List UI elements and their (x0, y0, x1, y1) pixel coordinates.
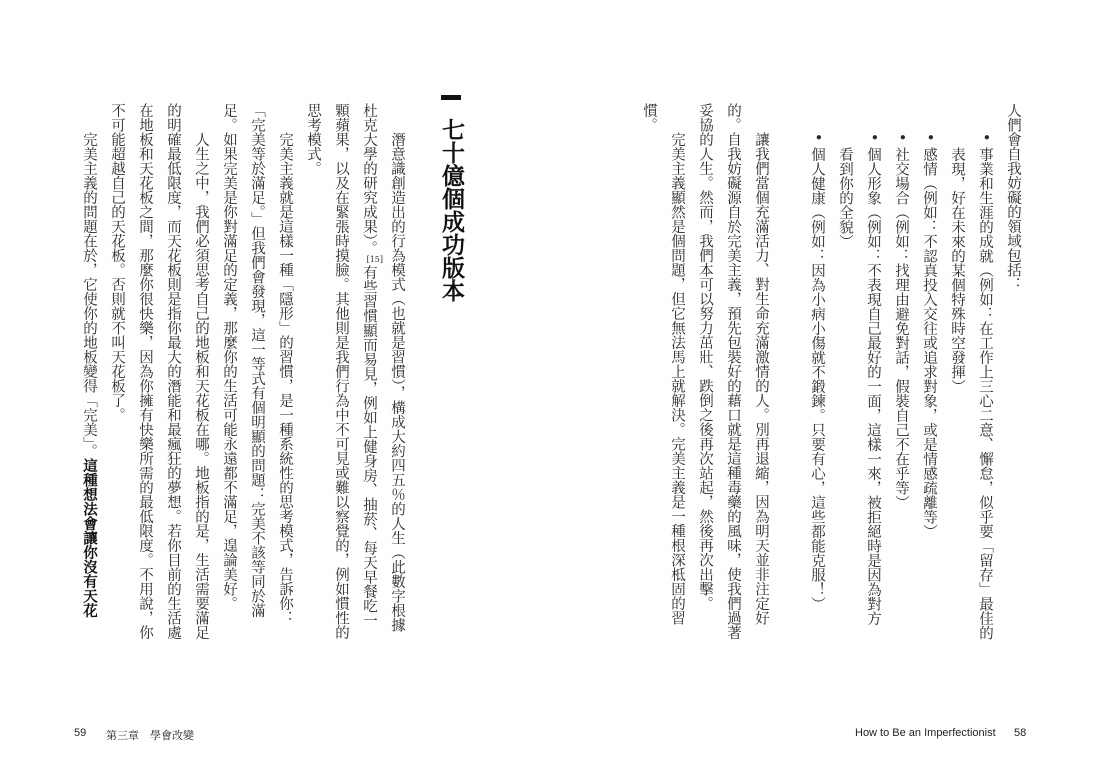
paragraph-line: 潛意識創造出的行為模式（也就是習慣），構成大約四五％的人生（此數字根據 (389, 132, 405, 633)
paragraph-line: 的。自我妨礙源自於完美主義，預先包裝好的藉口就是這種毒藥的風味，使我們過著 (725, 103, 741, 640)
paragraph-line: 「完美等於滿足。」但我們會發現，這一等式有個明顯的問題：完美不該等同於滿 (249, 103, 265, 618)
section-title: 七十億個成功版本 (438, 118, 465, 302)
blank-line (775, 103, 803, 613)
paragraph-line (355, 103, 383, 628)
chapter-running-head: 第三章 學會改變 (106, 730, 194, 742)
bullet-continuation: 表現，好在未來的某個特殊時空發揮） (949, 147, 965, 394)
bullet-icon: • (921, 133, 937, 142)
bullet-text: 個人形象（例如：不表現自己最好的一面，這樣一來，被拒絕時是因為對方 (865, 147, 881, 626)
paragraph-line (75, 103, 103, 618)
bullet-item (887, 103, 915, 613)
paragraph-line: 人生之中，我們必須思考自己的地板和天花板在哪。地板指的是，生活需要滿足 (193, 132, 209, 640)
paragraph-line: 思考模式。 (305, 103, 321, 176)
bullet-item (915, 103, 943, 613)
bullet-icon: • (977, 133, 993, 142)
bullet-icon: • (893, 133, 909, 142)
paragraph-line: 讓我們當個充滿活力、對生命充滿激情的人。別再退縮，因為明天並非注定好 (753, 132, 769, 625)
line-text: 完美主義的問題在於，它使你的地板變得「完美」。 (81, 132, 97, 459)
paragraph-line: 人們會自我妨礙的領域包括： (1005, 103, 1021, 292)
paragraph-line: 的明確最低限度，而天花板則是指你最大的潛能和最瘋狂的夢想。若你目前的生活處 (165, 103, 181, 640)
book-running-head: How to Be an Imperfectionist (855, 727, 996, 739)
paragraph-line: 足。如果完美是你對滿足的定義，那麼你的生活可能永遠都不滿足，遑論美好。 (221, 103, 237, 611)
emphasized-text: 這種想法會讓你沒有天花 (81, 458, 98, 618)
left-page-number: 59 (74, 727, 87, 739)
paragraph-line: 慣。 (641, 103, 657, 132)
bullet-item (859, 103, 887, 626)
paragraph-line: 妥協的人生。然而，我們本可以努力茁壯、跌倒之後再次站起，然後再次出擊。 (697, 103, 713, 611)
paragraph-line: 在地板和天花板之間，那麼你很快樂，因為你擁有快樂所需的最低限度。不用說，你 (137, 103, 153, 640)
footnote-reference[interactable]: [15] (366, 255, 383, 265)
line-text: 杜克大學的研究成果）。 (361, 103, 377, 256)
paragraph-line: 完美主義顯然是個問題，但它無法馬上就解決。完美主義是一種根深柢固的習 (669, 132, 685, 625)
bullet-icon: • (809, 133, 825, 142)
bullet-icon: • (865, 133, 881, 142)
paragraph-line: 顆蘋果，以及在緊張時摸臉。其他則是我們行為中不可見或難以察覺的，例如慣性的 (333, 103, 349, 640)
bullet-continuation: 看到你的全貌） (837, 147, 853, 249)
left-page-body (75, 103, 411, 640)
bullet-item (971, 103, 999, 640)
paragraph-line: 完美主義就是這樣一種「隱形」的習慣，是一種系統性的思考模式，告訴你： (277, 132, 293, 625)
bullet-text: 社交場合（例如：找理由避免對話，假裝自己不在乎等） (893, 147, 909, 510)
line-text: 有些習慣顯而易見，例如上健身房、抽菸、每天早餐吃一 (361, 265, 377, 628)
bullet-item (803, 103, 831, 613)
right-page-number: 58 (1014, 727, 1027, 739)
bullet-text: 感情（例如：不認真投入交往或追求對象，或是情感疏離等） (921, 147, 937, 539)
bullet-text: 事業和生涯的成就（例如：在工作上三心二意、懈怠，似乎要「留存」最佳的 (977, 147, 993, 640)
right-page-body (635, 103, 1027, 640)
paragraph-line: 不可能超越自己的天花板。否則就不叫天花板了。 (109, 103, 125, 422)
bullet-text: 個人健康（例如：因為小病小傷就不鍛鍊。只要有心，這些都能克服！） (809, 147, 825, 611)
